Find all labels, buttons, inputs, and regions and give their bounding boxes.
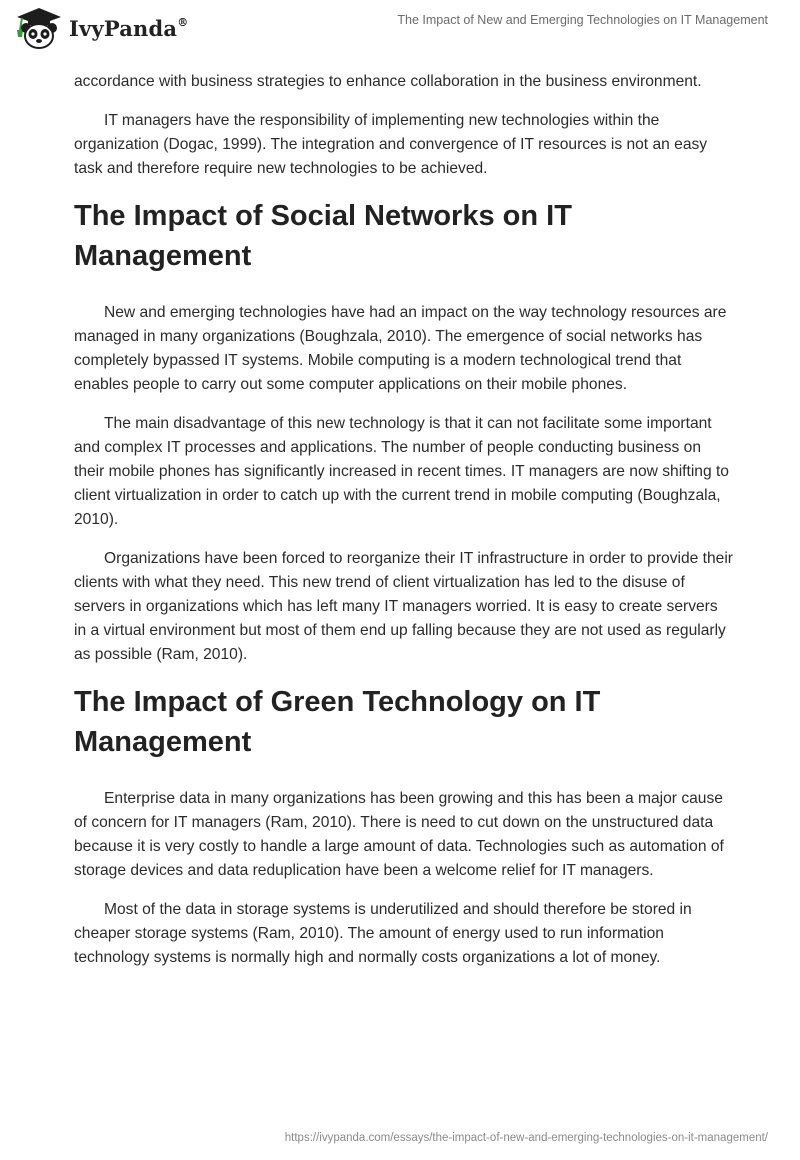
paragraph: accordance with business strategies to enhance collaboration in the business environment. <box>74 73 702 90</box>
section-heading: The Impact of Green Technology on IT Management <box>74 686 601 758</box>
document-title: The Impact of New and Emerging Technologies on IT Management <box>397 13 768 27</box>
paragraph: Most of the data in storage systems is underutilized and should therefore be stored in cheaper storage systems (Ram, 2010). The amount of energy used to run information technology systems is normally high and normally costs organizations a lot of money. <box>74 901 692 966</box>
panda-graduate-icon <box>14 6 64 50</box>
source-url[interactable]: https://ivypanda.com/essays/the-impact-of-new-and-emerging-technologies-on-it-management/ <box>284 1132 768 1144</box>
section-heading: The Impact of Social Networks on IT Management <box>74 200 572 272</box>
paragraph: Enterprise data in many organizations has been growing and this has been a major cause of concern for IT managers (Ram, 2010). There is need to cut down on the unstructured data because it is very costly to handle a large amount of data. Technologies such as automation of storage devices and data reduplication have been a welcome relief for IT managers. <box>74 790 724 879</box>
paragraph: The main disadvantage of this new technology is that it can not facilitate some important and complex IT processes and applications. The number of people conducting business on their mobile phones has significantly increased in recent times. IT managers are now shifting to client virtualization in order to catch up with the current trend in mobile computing (Boughzala, 2010). <box>74 415 729 528</box>
brand-name: IvyPanda® <box>69 15 189 41</box>
essay-body <box>74 70 734 985</box>
paragraph: New and emerging technologies have had an impact on the way technology resources are managed in many organizations (Boughzala, 2010). The emergence of social networks has completely bypassed IT systems. Mobile computing is a modern technological trend that enables people to carry out some computer applications on their mobile phones. <box>74 304 727 393</box>
page-header <box>0 0 800 62</box>
brand-logo[interactable] <box>14 6 188 50</box>
paragraph: IT managers have the responsibility of implementing new technologies within the organization (Dogac, 1999). The integration and convergence of IT resources is not an easy task and therefore require new technologies to be achieved. <box>74 112 708 177</box>
paragraph: Organizations have been forced to reorganize their IT infrastructure in order to provide their clients with what they need. This new trend of client virtualization has led to the disuse of servers in organizations which has left many IT managers worried. It is easy to create servers in a virtual environment but most of them end up falling because they are not used as regularly as possible (Ram, 2010). <box>74 550 733 663</box>
